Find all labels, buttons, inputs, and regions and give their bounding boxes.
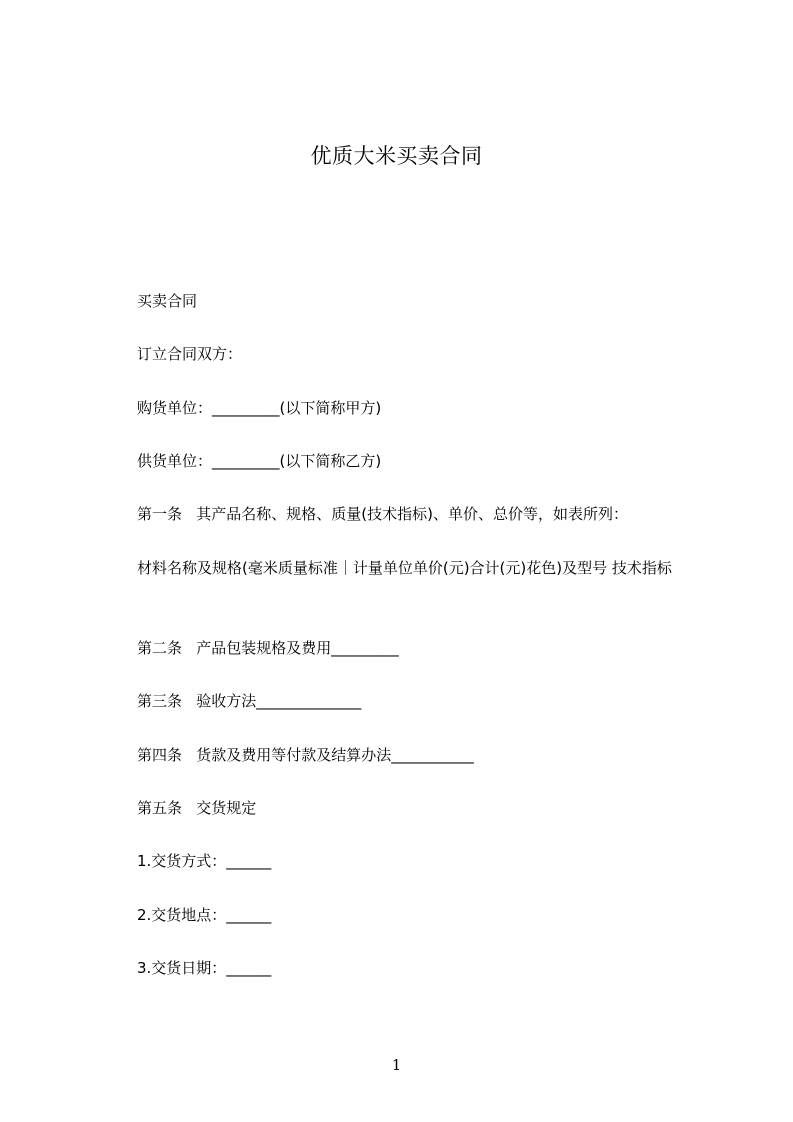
document-title: 优质大米买卖合同	[310, 144, 483, 168]
paragraph-contract-heading: 买卖合同	[137, 292, 198, 310]
paragraph-supplier: 供货单位：_________(以下简称乙方)	[137, 452, 382, 470]
paragraph-buyer: 购货单位：_________(以下简称甲方)	[137, 399, 382, 417]
paragraph-article-5: 第五条 交货规定	[137, 799, 257, 817]
paragraph-article-4: 第四条 货款及费用等付款及结算办法___________	[137, 746, 474, 764]
paragraph-delivery-place: 2.交货地点：______	[137, 906, 272, 924]
paragraph-article-1: 第一条 其产品名称、规格、质量(技术指标)、单价、总价等，如表所列：	[137, 505, 629, 523]
paragraph-article-3: 第三条 验收方法______________	[137, 692, 362, 710]
paragraph-delivery-method: 1.交货方式：______	[137, 852, 272, 870]
paragraph-material-table: 材料名称及规格(毫米质量标准｜计量单位单价(元)合计(元)花色)及型号 技术指标	[137, 559, 672, 577]
paragraph-delivery-date: 3.交货日期：______	[137, 959, 272, 977]
paragraph-parties: 订立合同双方：	[137, 345, 243, 363]
page-number: 1	[391, 1056, 402, 1074]
paragraph-article-2: 第二条 产品包装规格及费用_________	[137, 639, 399, 657]
